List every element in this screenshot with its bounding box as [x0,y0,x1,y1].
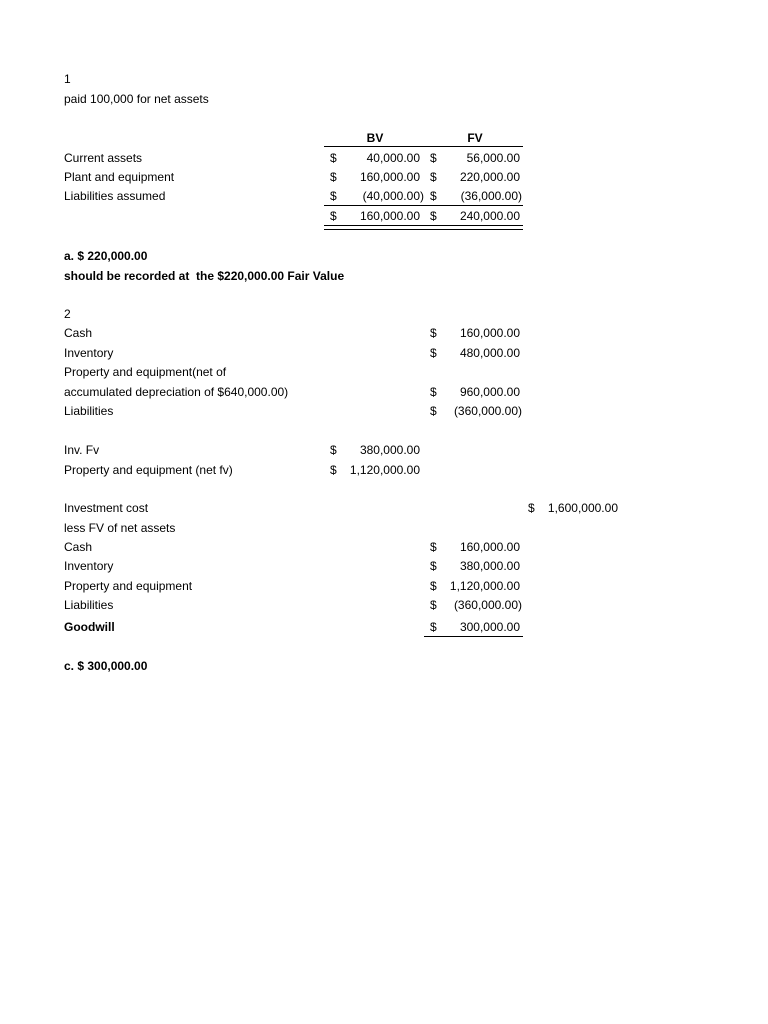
dollar-sign: $ [430,151,437,165]
dollar-sign: $ [430,620,437,634]
goodwill-underline [424,636,523,637]
problem-2-answer: c. $ 300,000.00 [64,659,148,673]
total-double-underline [324,225,523,230]
dollar-sign: $ [330,189,337,203]
dollar-sign: $ [330,151,337,165]
p2-net-asset-label: Cash [64,540,93,554]
p1-row-bv: 160,000.00 [359,170,420,184]
p2-fv-label: Inv. Fv [64,443,100,457]
problem-1-answer-note: should be recorded at the $220,000.00 Fair Value [64,269,345,283]
dollar-sign: $ [430,540,437,554]
dollar-sign: $ [430,326,437,340]
p2-net-asset-label: Liabilities [64,598,114,612]
p2-fv-value: 380,000.00 [359,443,420,457]
p2-net-asset-value: (360,000.00) [453,598,522,612]
p2-given-value: 960,000.00 [459,385,520,399]
p1-row-label: Current assets [64,151,143,165]
problem-2-number: 2 [64,307,71,321]
p2-net-asset-value: 160,000.00 [459,540,520,554]
p1-row-label: Plant and equipment [64,170,175,184]
p2-fv-value: 1,120,000.00 [349,463,420,477]
p1-row-fv: (36,000.00) [460,189,522,203]
problem-1-intro: paid 100,000 for net assets [64,92,209,106]
p1-row-label: Liabilities assumed [64,189,166,203]
dollar-sign: $ [430,579,437,593]
dollar-sign: $ [330,170,337,184]
dollar-sign: $ [330,209,337,223]
dollar-sign: $ [330,463,337,477]
dollar-sign: $ [430,559,437,573]
dollar-sign: $ [430,170,437,184]
p1-row-fv: 220,000.00 [459,170,520,184]
p2-net-asset-value: 380,000.00 [459,559,520,573]
subtotal-line [324,205,523,206]
dollar-sign: $ [430,404,437,418]
fv-column-header: FV [467,131,483,145]
p1-row-bv: (40,000.00) [362,189,424,203]
p1-total-fv: 240,000.00 [459,209,520,223]
goodwill-value: 300,000.00 [459,620,520,634]
dollar-sign: $ [528,501,535,515]
problem-1-number: 1 [64,72,71,86]
less-fv-label: less FV of net assets [64,521,176,535]
p1-row-fv: 56,000.00 [466,151,520,165]
dollar-sign: $ [330,443,337,457]
dollar-sign: $ [430,189,437,203]
investment-cost-value: 1,600,000.00 [547,501,618,515]
problem-1-answer: a. $ 220,000.00 [64,249,148,263]
p2-given-label: Property and equipment(net of [64,365,227,379]
p2-given-value: (360,000.00) [453,404,522,418]
p1-row-bv: 40,000.00 [366,151,420,165]
p2-net-asset-label: Inventory [64,559,114,573]
p2-given-label: accumulated depreciation of $640,000.00) [64,385,289,399]
p2-given-label: Cash [64,326,93,340]
dollar-sign: $ [430,209,437,223]
goodwill-label: Goodwill [64,620,115,634]
dollar-sign: $ [430,346,437,360]
bv-column-header: BV [366,131,384,145]
p2-net-asset-label: Property and equipment [64,579,193,593]
header-underline [324,146,523,147]
p2-fv-label: Property and equipment (net fv) [64,463,233,477]
p2-given-value: 480,000.00 [459,346,520,360]
dollar-sign: $ [430,385,437,399]
investment-cost-label: Investment cost [64,501,149,515]
p2-given-label: Inventory [64,346,114,360]
p2-net-asset-value: 1,120,000.00 [449,579,520,593]
dollar-sign: $ [430,598,437,612]
p2-given-label: Liabilities [64,404,114,418]
p1-total-bv: 160,000.00 [359,209,420,223]
p2-given-value: 160,000.00 [459,326,520,340]
